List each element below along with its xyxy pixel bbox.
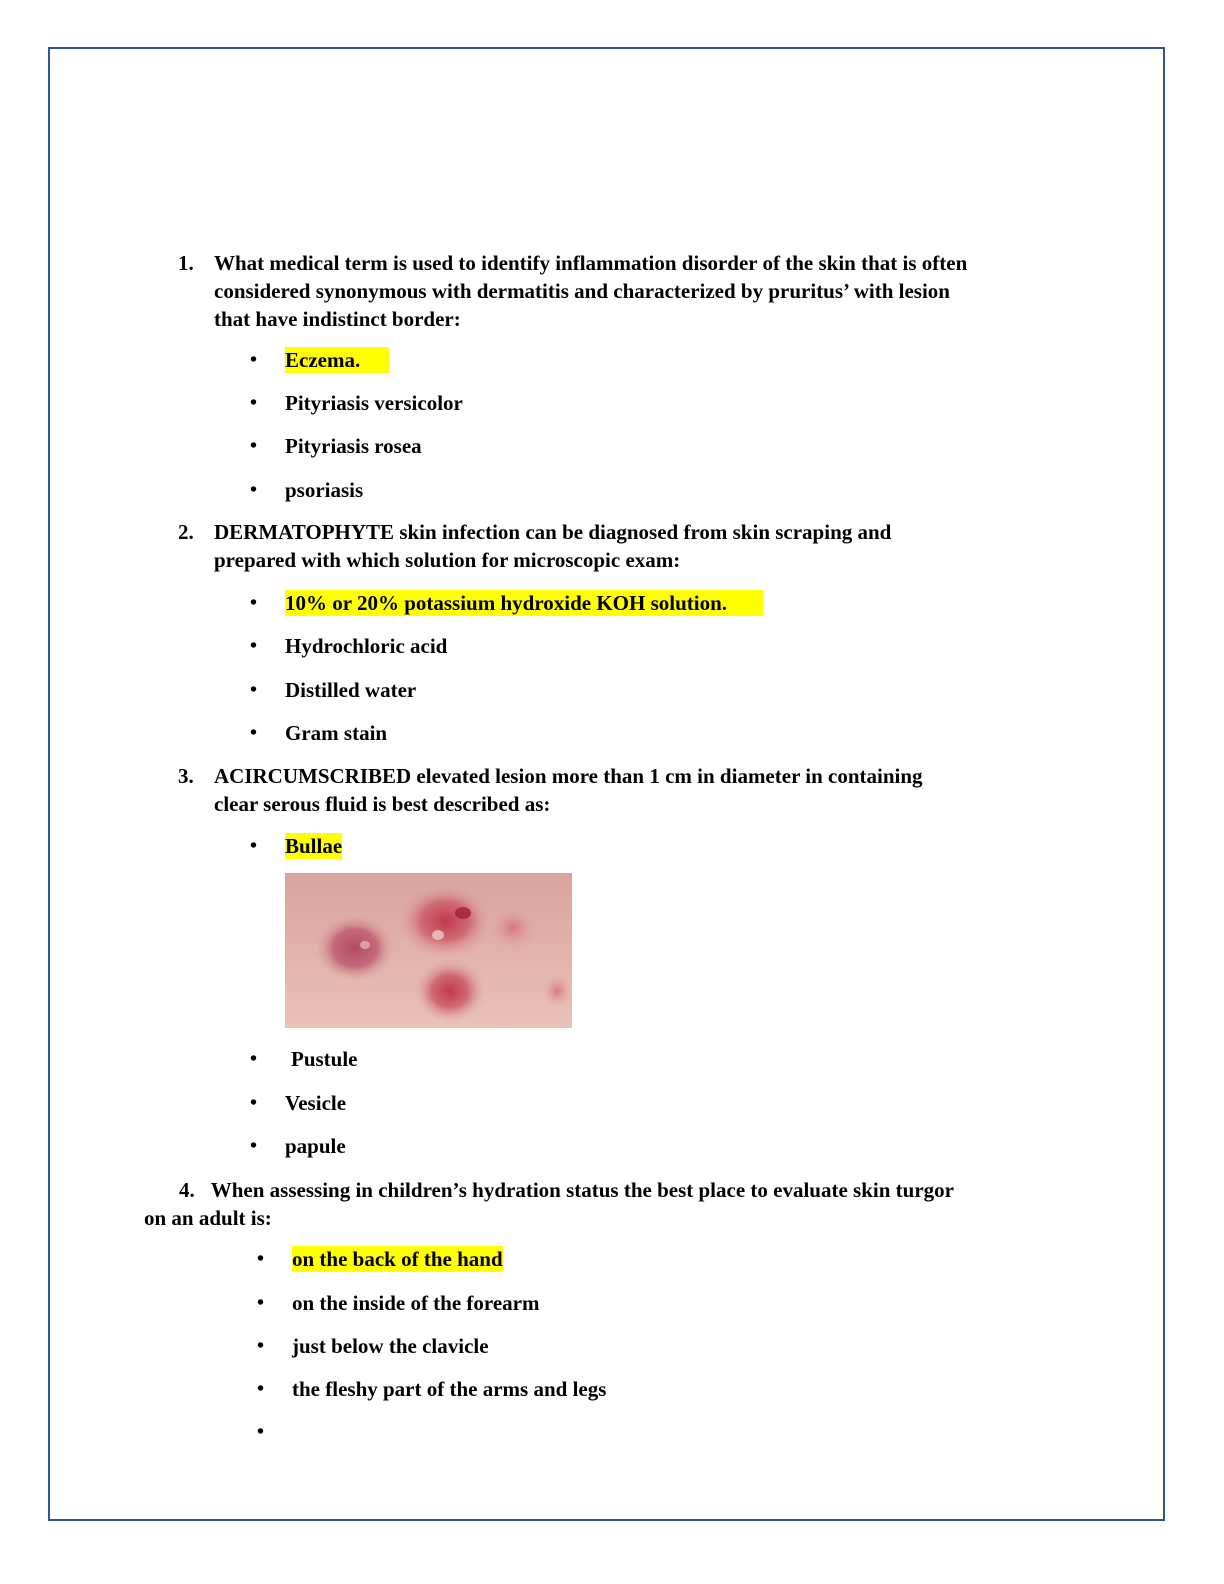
- option-label: papule: [285, 1134, 346, 1158]
- option-label: Bullae: [285, 834, 343, 858]
- option-label: just below the clavicle: [292, 1334, 489, 1358]
- question-number: 1.: [178, 251, 194, 275]
- bullet-icon: •: [250, 835, 258, 857]
- option-label: Pityriasis versicolor: [285, 391, 463, 415]
- question-number: 2.: [178, 520, 194, 544]
- bullet-icon: •: [250, 392, 258, 414]
- bullet-icon: •: [250, 479, 258, 501]
- question-text-line: prepared with which solution for microscopic exam:: [214, 548, 681, 572]
- bullet-icon: •: [250, 679, 258, 701]
- bullet-icon: •: [257, 1335, 265, 1357]
- question-text: When assessing in children’s hydration status the best place to evaluate skin turgor: [210, 1178, 954, 1202]
- option-label: on the back of the hand: [292, 1247, 503, 1271]
- option-label: Gram stain: [285, 721, 388, 745]
- bullet-icon: •: [250, 349, 258, 371]
- option-label: Vesicle: [285, 1091, 347, 1115]
- bullet-icon: •: [257, 1292, 265, 1314]
- question-4: [144, 1176, 1084, 1232]
- bullet-icon: •: [257, 1248, 265, 1270]
- question-text-line: ACIRCUMSCRIBED elevated lesion more than 1 cm in diameter in containing: [214, 764, 923, 788]
- question-3: [178, 762, 1078, 818]
- bullet-icon: •: [250, 592, 258, 614]
- question-1: [178, 249, 1078, 333]
- option-label: Hydrochloric acid: [285, 634, 448, 658]
- option-label: the fleshy part of the arms and legs: [292, 1377, 607, 1401]
- question-text-line: considered synonymous with dermatitis and characterized by pruritus’ with lesion: [214, 279, 950, 303]
- question-2: [178, 518, 1078, 574]
- question-text-line: What medical term is used to identify inflammation disorder of the skin that is often: [214, 251, 968, 275]
- option-label: 10% or 20% potassium hydroxide KOH solution.: [285, 590, 763, 616]
- question-text-line: DERMATOPHYTE skin infection can be diagnosed from skin scraping and: [214, 520, 892, 544]
- bullet-icon: •: [250, 1135, 258, 1157]
- option-label: Pustule: [291, 1047, 358, 1071]
- question-text-line: [144, 1176, 1084, 1204]
- option-label: psoriasis: [285, 478, 364, 502]
- option-label: on the inside of the forearm: [292, 1291, 540, 1315]
- bullet-icon: •: [250, 1048, 258, 1070]
- bullet-icon: •: [250, 1092, 258, 1114]
- question-number: 3.: [178, 764, 194, 788]
- question-number: 4.: [179, 1178, 195, 1202]
- option-label: Distilled water: [285, 678, 417, 702]
- bullet-icon: •: [250, 635, 258, 657]
- bullae-skin-image: [285, 873, 572, 1028]
- bullet-icon: •: [250, 722, 258, 744]
- bullet-icon: •: [257, 1378, 265, 1400]
- option-label: Pityriasis rosea: [285, 434, 422, 458]
- bullet-icon: •: [250, 435, 258, 457]
- question-text-line: clear serous fluid is best described as:: [214, 792, 551, 816]
- bullet-icon: •: [257, 1421, 265, 1443]
- question-text-line: on an adult is:: [144, 1206, 272, 1230]
- option-label: Eczema.: [285, 347, 389, 373]
- question-text-line: that have indistinct border:: [214, 307, 461, 331]
